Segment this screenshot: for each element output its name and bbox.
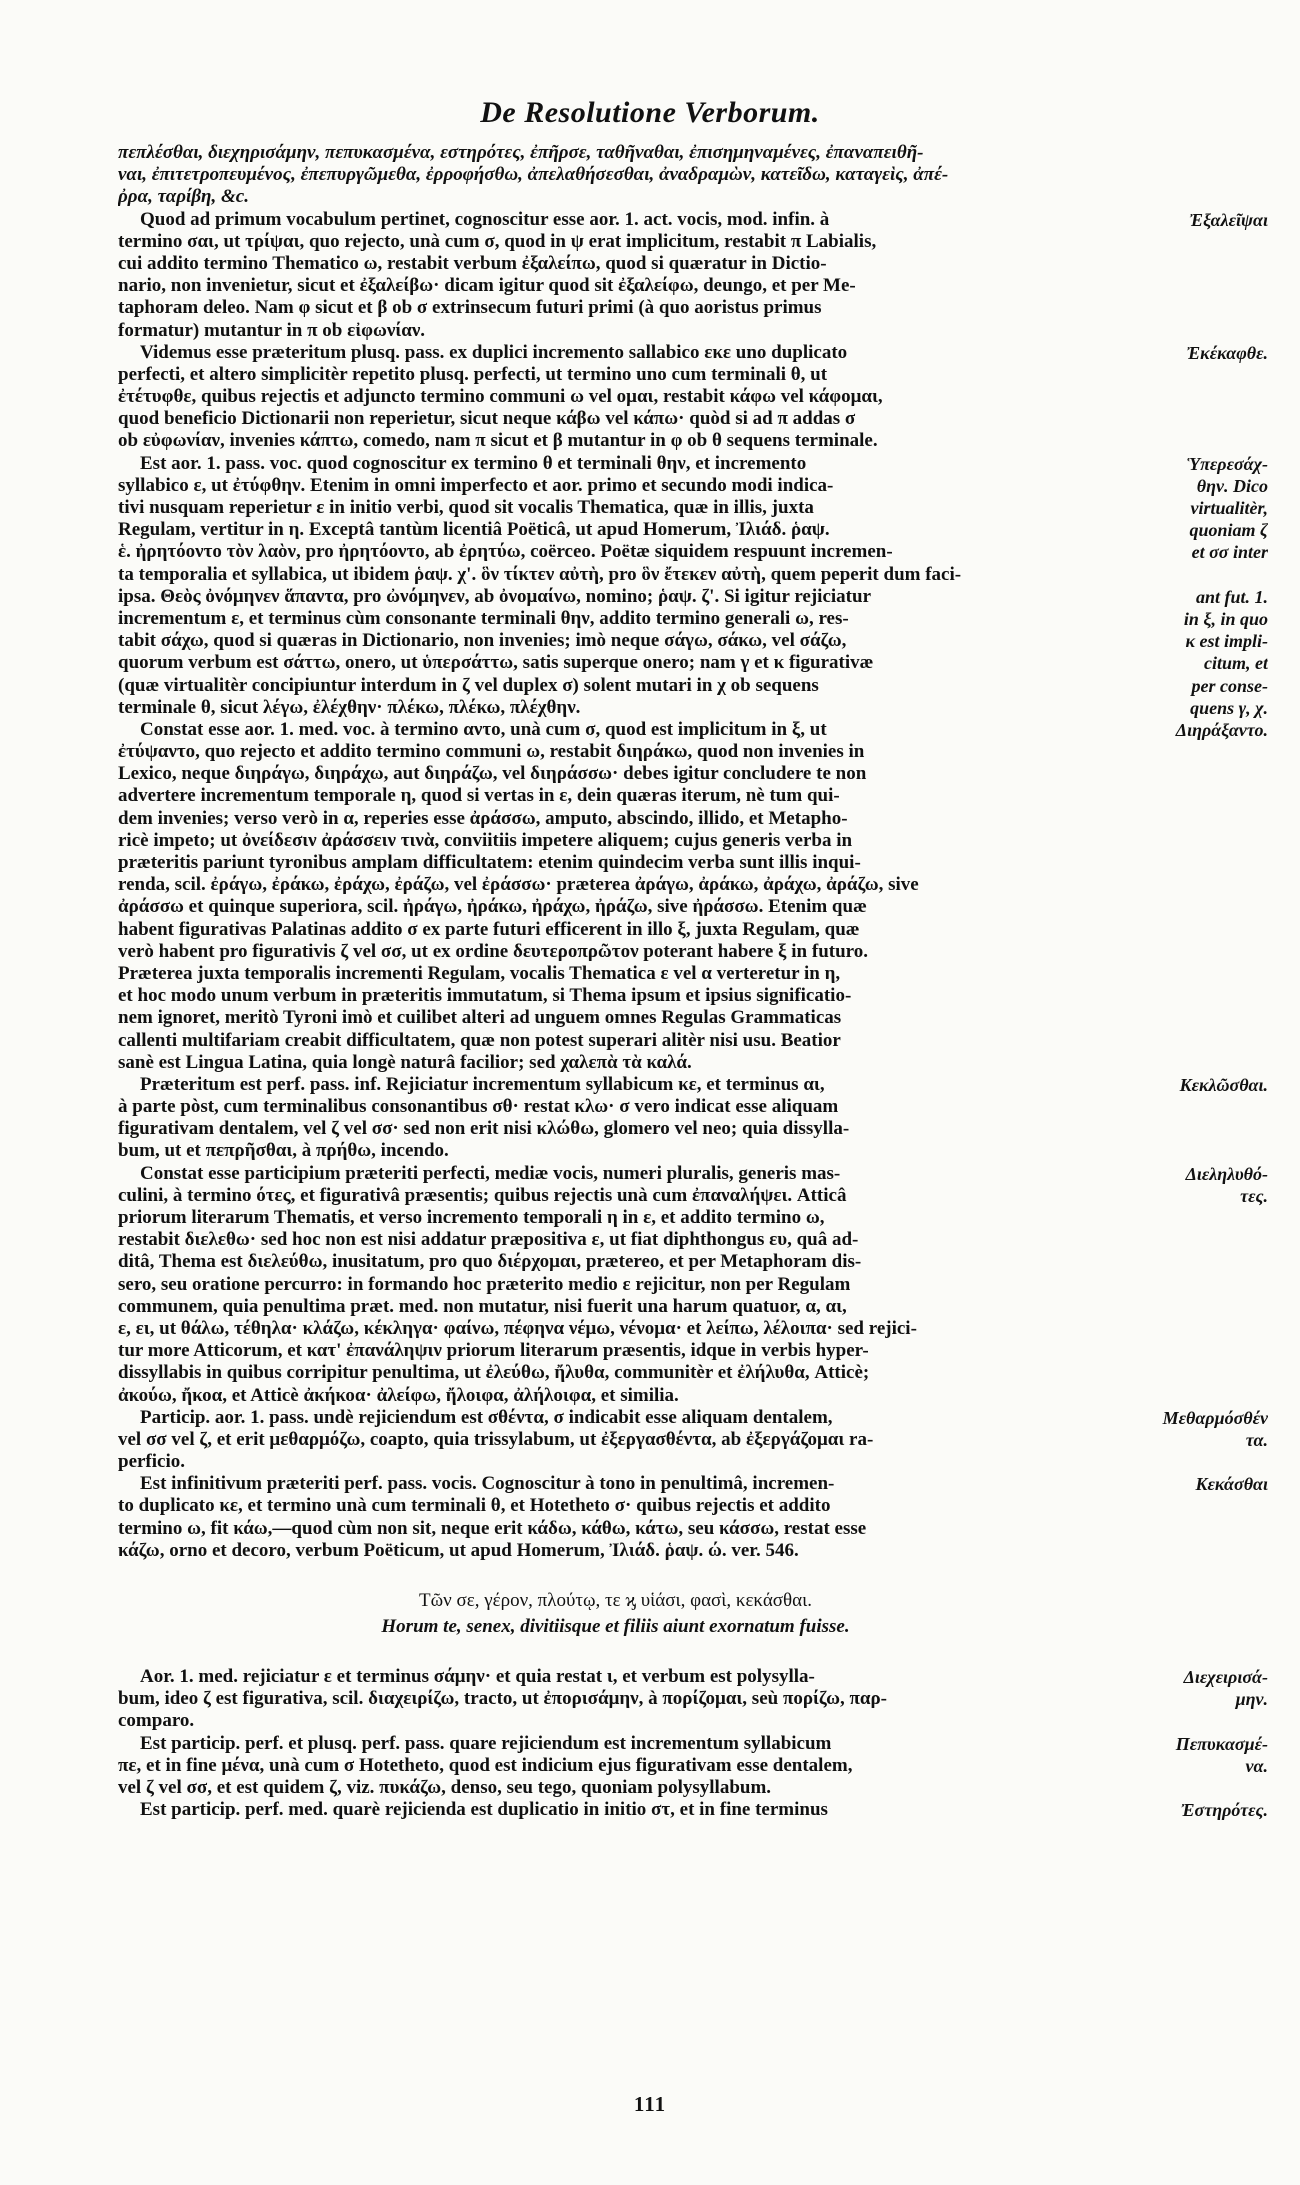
line-text: ricè impeto; ut ὀνείδεσιν ἀράσσειν τινὰ, conviitiis impetere aliquem; cujus generis verba in xyxy=(118,829,853,851)
margin-note: τες. xyxy=(1240,1185,1268,1206)
line-text: Regulam, vertitur in η. Exceptâ tantùm licentiâ Poëticâ, ut apud Homerum, Ἰλιάδ. ῥαψ. xyxy=(118,519,830,541)
text-line xyxy=(118,231,1268,253)
text-line xyxy=(118,697,1268,719)
text-line xyxy=(118,1362,1268,1384)
line-text: advertere incrementum temporale η, quod si vertas in ε, dein quæras iterum, nè tum qui- xyxy=(118,785,840,807)
body-text xyxy=(118,142,1268,1821)
text-line xyxy=(118,320,1268,342)
text-line xyxy=(118,430,1268,452)
margin-note: in ξ, in quo xyxy=(1183,608,1268,629)
text-line xyxy=(118,1733,1268,1755)
margin-note: Διεληλυθό- xyxy=(1185,1163,1268,1184)
text-line xyxy=(118,1074,1268,1096)
text-line xyxy=(118,1052,1268,1074)
margin-note: να. xyxy=(1245,1755,1268,1776)
line-text: à parte pòst, cum terminalibus consonantibus σθ· restat κλω· σ vero indicat esse aliquam xyxy=(118,1096,839,1118)
text-line xyxy=(118,564,1268,586)
line-text: restabit διελεθω· sed hoc non est nisi addatur præpositiva ε, ut fiat diphthongus ευ, quâ ad- xyxy=(118,1229,859,1251)
line-text: ἑ. ἠρητόοντο τὸν λαὸν, pro ἠρητόοντο, ab ἐρητύω, coërceo. Poëtæ siquidem respuunt incremen- xyxy=(118,541,893,563)
margin-note: citum, et xyxy=(1204,653,1268,674)
line-text: Constat esse participium præteriti perfecti, mediæ vocis, numeri pluralis, generis mas- xyxy=(140,1162,841,1184)
spacer xyxy=(118,1640,1268,1666)
margin-note: Κεκάσθαι xyxy=(1195,1474,1268,1495)
text-line xyxy=(118,1407,1268,1429)
line-text: tivi nusquam reperietur ε in initio verbi, quod sit vocalis Thematica, quæ in illis, juxta xyxy=(118,497,814,518)
line-text: formatur) mutantur in π ob εἰφωνίαν. xyxy=(118,319,426,341)
text-line xyxy=(118,1666,1268,1688)
text-line xyxy=(118,209,1268,231)
line-text: ναι, ἐπιτετροπευμένος, ἐπεπυργῶμεθα, ἐρροφήσθω, ἀπελαθήσεσθαι, ἀναδραμὼν, κατεῖδω, καταγεὶς, ἀπέ- xyxy=(118,164,949,186)
margin-note: μην. xyxy=(1235,1689,1268,1710)
text-line xyxy=(118,1799,1268,1821)
line-text: πε, et in fine μένα, unà cum σ Hotetheto, quod est indicium ejus figurativam esse dentalem, xyxy=(118,1754,853,1776)
margin-note: Πεπυκασμέ- xyxy=(1175,1733,1268,1754)
text-line xyxy=(118,342,1268,364)
text-line xyxy=(118,497,1268,519)
text-line xyxy=(118,586,1268,608)
margin-note: virtualitèr, xyxy=(1190,498,1268,518)
verse-quote: Τῶν σε, γέρον, πλούτῳ, τε ϗ υἱάσι, φασὶ, κεκάσθαι. xyxy=(419,1590,812,1611)
text-line xyxy=(118,475,1268,497)
margin-note: Ὑπερεσάχ- xyxy=(1186,453,1268,474)
line-text: ditâ, Thema est διελεύθω, inusitatum, pro quo διέρχομαι, prætereo, et per Metaphoram dis- xyxy=(118,1251,862,1273)
line-text: nem ignoret, meritò Tyroni imò et cuilibet alteri ad unguem omnes Regulas Grammaticas xyxy=(118,1007,842,1029)
text-line xyxy=(118,1340,1268,1362)
margin-note: quoniam ζ xyxy=(1189,520,1268,541)
text-line xyxy=(118,275,1268,297)
line-text: Est infinitivum præteriti perf. pass. vocis. Cognoscitur à tono in penultimâ, incremen- xyxy=(140,1473,835,1495)
line-text: præteritis pariunt tyronibus amplam difficultatem: etenim quindecim verba sunt illis inqui- xyxy=(118,852,861,873)
text-line xyxy=(118,630,1268,652)
text-line xyxy=(118,1229,1268,1251)
line-text: verò habent pro figurativis ζ vel σσ, ut ex ordine δευτεροπρῶτον poterant habere ξ in futuro. xyxy=(118,940,868,962)
line-text: callenti multifariam creabit difficultatem, quæ non potest superari alitèr nisi usu. Beatior xyxy=(118,1029,841,1051)
text-line xyxy=(118,1140,1268,1162)
text-line xyxy=(118,1755,1268,1777)
line-text: Aor. 1. med. rejiciatur ε et terminus σάμην· et quia restat ι, et verbum est polysylla- xyxy=(140,1666,815,1687)
text-line xyxy=(118,1118,1268,1140)
page-number: 111 xyxy=(633,2092,667,2116)
line-text: ἀράσσω et quinque superiora, scil. ἠράγω, ἠράκω, ἠράχω, ἠράζω, sive ἠράσσω. Etenim quæ xyxy=(118,896,867,918)
line-text: perficio. xyxy=(118,1451,186,1473)
text-line xyxy=(118,1207,1268,1229)
line-text: perfecti, et altero simplicitèr repetito plusq. perfecti, ut termino uno cum terminali θ, ut xyxy=(118,363,828,385)
line-text: Præteritum est perf. pass. inf. Rejiciatur incrementum syllabicum κε, et terminus αι, xyxy=(140,1073,825,1095)
text-line xyxy=(118,453,1268,475)
text-line xyxy=(118,142,1268,164)
text-line xyxy=(118,297,1268,319)
line-text: to duplicato κε, et termino unà cum terminali θ, et Hotetheto σ· quibus rejectis et addito xyxy=(118,1495,831,1517)
margin-note: Μεθαρμόσθέν xyxy=(1162,1407,1268,1428)
line-text: Constat esse aor. 1. med. voc. à termino αντο, unà cum σ, quod est implicitum in ξ, ut xyxy=(140,718,827,740)
line-text: ῤρα, ταρίβη, &c. xyxy=(118,186,249,208)
margin-note: Διεχειρισά- xyxy=(1183,1667,1268,1687)
text-line xyxy=(118,1688,1268,1710)
text-line xyxy=(118,652,1268,674)
text-line xyxy=(118,1429,1268,1451)
line-text: Est aor. 1. pass. voc. quod cognoscitur ex termino θ et terminali θην, et incremento xyxy=(140,452,807,474)
text-line xyxy=(118,1096,1268,1118)
text-line xyxy=(118,1451,1268,1473)
line-text: ob εὐφωνίαν, invenies κάπτω, comedo, nam π sicut et β mutantur in φ ob θ sequens terminale. xyxy=(118,430,878,452)
margin-note: θην. Dico xyxy=(1196,475,1268,496)
text-line xyxy=(118,1540,1268,1562)
line-text: Præterea juxta temporalis incrementi Regulam, vocalis Thematica ε vel α verteretur in η, xyxy=(118,962,841,984)
verse-quote: Horum te, senex, divitiisque et filiis aiunt exornatum fuisse. xyxy=(381,1616,850,1637)
margin-note: Κεκλῶσθαι. xyxy=(1179,1074,1268,1095)
line-text: cui addito termino Thematico ω, restabit verbum ἐξαλείπω, quod si quæratur in Dictio- xyxy=(118,252,827,274)
line-text: κάζω, orno et decoro, verbum Poëticum, ut apud Homerum, Ἰλιάδ. ῥαψ. ώ. ver. 546. xyxy=(118,1539,799,1561)
text-line xyxy=(118,1185,1268,1207)
line-text: syllabico ε, ut ἐτύφθην. Etenim in omni imperfecto et aor. primo et secundo modi indica- xyxy=(118,474,834,496)
text-line xyxy=(118,1385,1268,1407)
text-line xyxy=(118,408,1268,430)
margin-note: κ est impli- xyxy=(1185,631,1268,652)
text-line xyxy=(118,808,1268,830)
line-text: ἐτέτυφθε, quibus rejectis et adjuncto termino communi ω vel ομαι, restabit κάφω vel κάφομαι, xyxy=(118,386,883,408)
margin-note: quens γ, χ. xyxy=(1190,697,1268,718)
line-text: tabit σάχω, quod si quæras in Dictionario, non invenies; imò neque σάγω, σάκω, vel σάζω, xyxy=(118,630,847,652)
line-text: ἀκούω, ἤκοα, et Atticè ἀκήκοα· ἀλείφω, ἤλοιφα, ἀλήλοιφα, et similia. xyxy=(118,1384,679,1406)
margin-note: et σσ inter xyxy=(1191,542,1268,563)
text-line xyxy=(118,1030,1268,1052)
line-text: (quæ virtualitèr concipiuntur interdum in ζ vel duplex σ) solent mutari in χ ob sequens xyxy=(118,674,819,696)
line-text: culini, à termino ότες, et figurativâ præsentis; quibus rejectis unà cum ἐπαναλήψει. Atticâ xyxy=(118,1184,847,1206)
line-text: quorum verbum est σάττω, onero, ut ὑπερσάττω, satis superque onero; nam γ et κ figurativæ xyxy=(118,652,874,674)
text-line xyxy=(118,186,1268,208)
line-text: termino σαι, ut τρίψαι, quo rejecto, unà cum σ, quod in ψ erat implicitum, restabit π Labialis, xyxy=(118,230,877,252)
line-text: figurativam dentalem, vel ζ vel σσ· sed non erit nisi κλώθω, glomero vel neo; quia dissylla- xyxy=(118,1118,850,1140)
text-line xyxy=(118,1163,1268,1185)
text-line xyxy=(118,253,1268,275)
text-line xyxy=(118,896,1268,918)
line-text: ἐτύψαντο, quo rejecto et addito termino communi ω, restabit διηράκω, quod non invenies in xyxy=(118,741,865,763)
line-text: Videmus esse præteritum plusq. pass. ex duplici incremento sallabico εκε uno duplicato xyxy=(140,341,848,363)
text-line xyxy=(118,830,1268,852)
line-text: ipsa. Θεὸς ὀνόμηνεν ἅπαντα, pro ὠνόμηνεν, ab ὀνομαίνω, nomino; ῥαψ. ζ'. Si igitur rejiciatur xyxy=(118,585,871,607)
line-text: dissyllabis in quibus corripitur penultima, ut ἐλεύθω, ἤλυθα, communitèr et ἐλήλυθα, Atticè; xyxy=(118,1362,870,1384)
line-text: tur more Atticorum, et κατ' ἐπανάληψιν priorum literarum præsentis, idque in verbis hyper- xyxy=(118,1340,869,1362)
text-line xyxy=(118,608,1268,630)
text-line xyxy=(118,874,1268,896)
margin-note: Ἐστηρότες. xyxy=(1180,1800,1268,1821)
margin-note: per conse- xyxy=(1191,675,1268,696)
line-text: renda, scil. ἐράγω, ἐράκω, ἐράχω, ἐράζω, vel ἐράσσω· præterea ἀράγω, ἀράκω, ἀράχω, ἀράζω, sive xyxy=(118,874,919,896)
line-text: incrementum ε, et terminus cùm consonante terminali θην, addito termino generali ω, res- xyxy=(118,607,849,629)
text-line xyxy=(118,1473,1268,1495)
line-text: Est particip. perf. et plusq. perf. pass. quare rejiciendum est incrementum syllabicum xyxy=(140,1732,832,1754)
text-line xyxy=(118,741,1268,763)
line-text: dem invenies; verso verò in α, reperies esse ἀράσσω, amputo, abscindo, illido, et Metapho- xyxy=(118,807,848,829)
text-line xyxy=(118,1518,1268,1540)
line-text: Lexico, neque διηράγω, διηράχω, aut διηράζω, vel διηράσσω· debes igitur concludere te non xyxy=(118,763,867,785)
line-text: nario, non invenietur, sicut et ἐξαλείβω· dicam igitur quod sit ἐξαλείφω, deungo, et per Me- xyxy=(118,275,856,297)
text-line xyxy=(118,1318,1268,1340)
line-text: termino ω, fit κάω,—quod cùm non sit, neque erit κάδω, κάθω, κάτω, seu κάσσω, restat esse xyxy=(118,1517,867,1539)
text-line xyxy=(118,985,1268,1007)
text-line xyxy=(118,519,1268,541)
line-text: habent figurativas Palatinas addito σ ex parte futuri efficerent in illo ξ, juxta Regulam, quæ xyxy=(118,918,860,940)
text-line xyxy=(118,963,1268,985)
text-line xyxy=(118,1007,1268,1029)
text-line xyxy=(118,941,1268,963)
line-text: et hoc modo unum verbum in præteritis immutatum, si Thema ipsum et ipsius significatio- xyxy=(118,985,852,1007)
line-text: quod beneficio Dictionarii non reperietur, sicut neque κάβω vel κάπω· quòd si ad π addas σ xyxy=(118,408,856,430)
text-line xyxy=(118,1710,1268,1732)
text-line xyxy=(118,541,1268,563)
text-line xyxy=(118,164,1268,186)
text-line xyxy=(118,919,1268,941)
margin-note: Διηράξαντο. xyxy=(1175,719,1268,740)
line-text: ε, ει, ut θάλω, τέθηλα· κλάζω, κέκληγα· φαίνω, πέφηνα νέμω, νένομα· et λείπω, λέλοιπα· sed rejici- xyxy=(118,1317,917,1339)
line-text: bum, ut et πεπρῆσθαι, à πρήθω, incendo. xyxy=(118,1140,449,1162)
margin-note: ant fut. 1. xyxy=(1195,586,1268,607)
text-line xyxy=(118,364,1268,386)
line-text: vel ζ vel σσ, et est quidem ζ, viz. πυκάζω, denso, seu tego, quoniam polysyllabum. xyxy=(118,1776,772,1798)
text-line xyxy=(118,719,1268,741)
line-text: ta temporalia et syllabica, ut ibidem ῥαψ. χ'. ὃν τίκτεν αὐτὴ, pro ὃν ἔτεκεν αὐτὴ, quem peperit dum faci- xyxy=(118,563,962,585)
text-line xyxy=(118,386,1268,408)
line-text: πεπλέσθαι, διεχηρισάμην, πεπυκασμένα, εστηρότες, ἐπῆρσε, ταθῆναθαι, ἐπισημηναμένες, ἐπαναπειθῆ- xyxy=(118,142,924,163)
line-text: comparo. xyxy=(118,1710,195,1732)
text-line xyxy=(118,1251,1268,1273)
margin-note: Ἐξαλεῖψαι xyxy=(1189,209,1268,230)
line-text: communem, quia penultima præt. med. non mutatur, nisi fuerit una harum quatuor, α, αι, xyxy=(118,1295,847,1317)
line-text: vel σσ vel ζ, et erit μεθαρμόζω, coapto, quia trissylabum, ut ἐξεργασθέντα, ab ἐξεργάζομαι ra- xyxy=(118,1428,874,1450)
line-text: bum, ideo ζ est figurativa, scil. διαχειρίζω, tracto, ut ἐπορισάμην, à πορίζομαι, seù πορίζω, παρ- xyxy=(118,1688,888,1710)
text-line xyxy=(118,1274,1268,1296)
spacer xyxy=(118,1562,1268,1588)
text-line xyxy=(118,1777,1268,1799)
line-text: taphoram deleo. Nam φ sicut et β ob σ extrinsecum futuri primi (à quo aoristus primus xyxy=(118,297,822,319)
line-text: terminale θ, sicut λέγω, ἐλέχθην· πλέκω, πλέκω, πλέχθην. xyxy=(118,696,581,718)
text-line xyxy=(118,852,1268,874)
line-text: priorum literarum Thematis, et verso incremento temporali η in ε, et addito termino ω, xyxy=(118,1207,825,1228)
text-line xyxy=(118,785,1268,807)
text-line xyxy=(118,763,1268,785)
running-header: De Resolutione Verborum. xyxy=(480,96,820,129)
text-line xyxy=(118,1296,1268,1318)
line-text: Est particip. perf. med. quarè rejicienda est duplicatio in initio στ, et in fine terminus xyxy=(140,1799,828,1821)
line-text: Particip. aor. 1. pass. undè rejiciendum est σθέντα, σ indicabit esse aliquam dentalem, xyxy=(140,1406,833,1428)
text-line xyxy=(118,1495,1268,1517)
line-text: Quod ad primum vocabulum pertinet, cognoscitur esse aor. 1. act. vocis, mod. infin. à xyxy=(140,208,830,230)
margin-note: τα. xyxy=(1245,1429,1268,1450)
margin-note: Ἐκέκαφθε. xyxy=(1186,342,1268,363)
text-line xyxy=(118,675,1268,697)
line-text: sanè est Lingua Latina, quia longè naturâ facilior; sed χαλεπὰ τὰ καλά. xyxy=(118,1051,692,1073)
line-text: sero, seu oratione percurro: in formando hoc præterito medio ε rejicitur, non per Regulam xyxy=(118,1273,851,1295)
